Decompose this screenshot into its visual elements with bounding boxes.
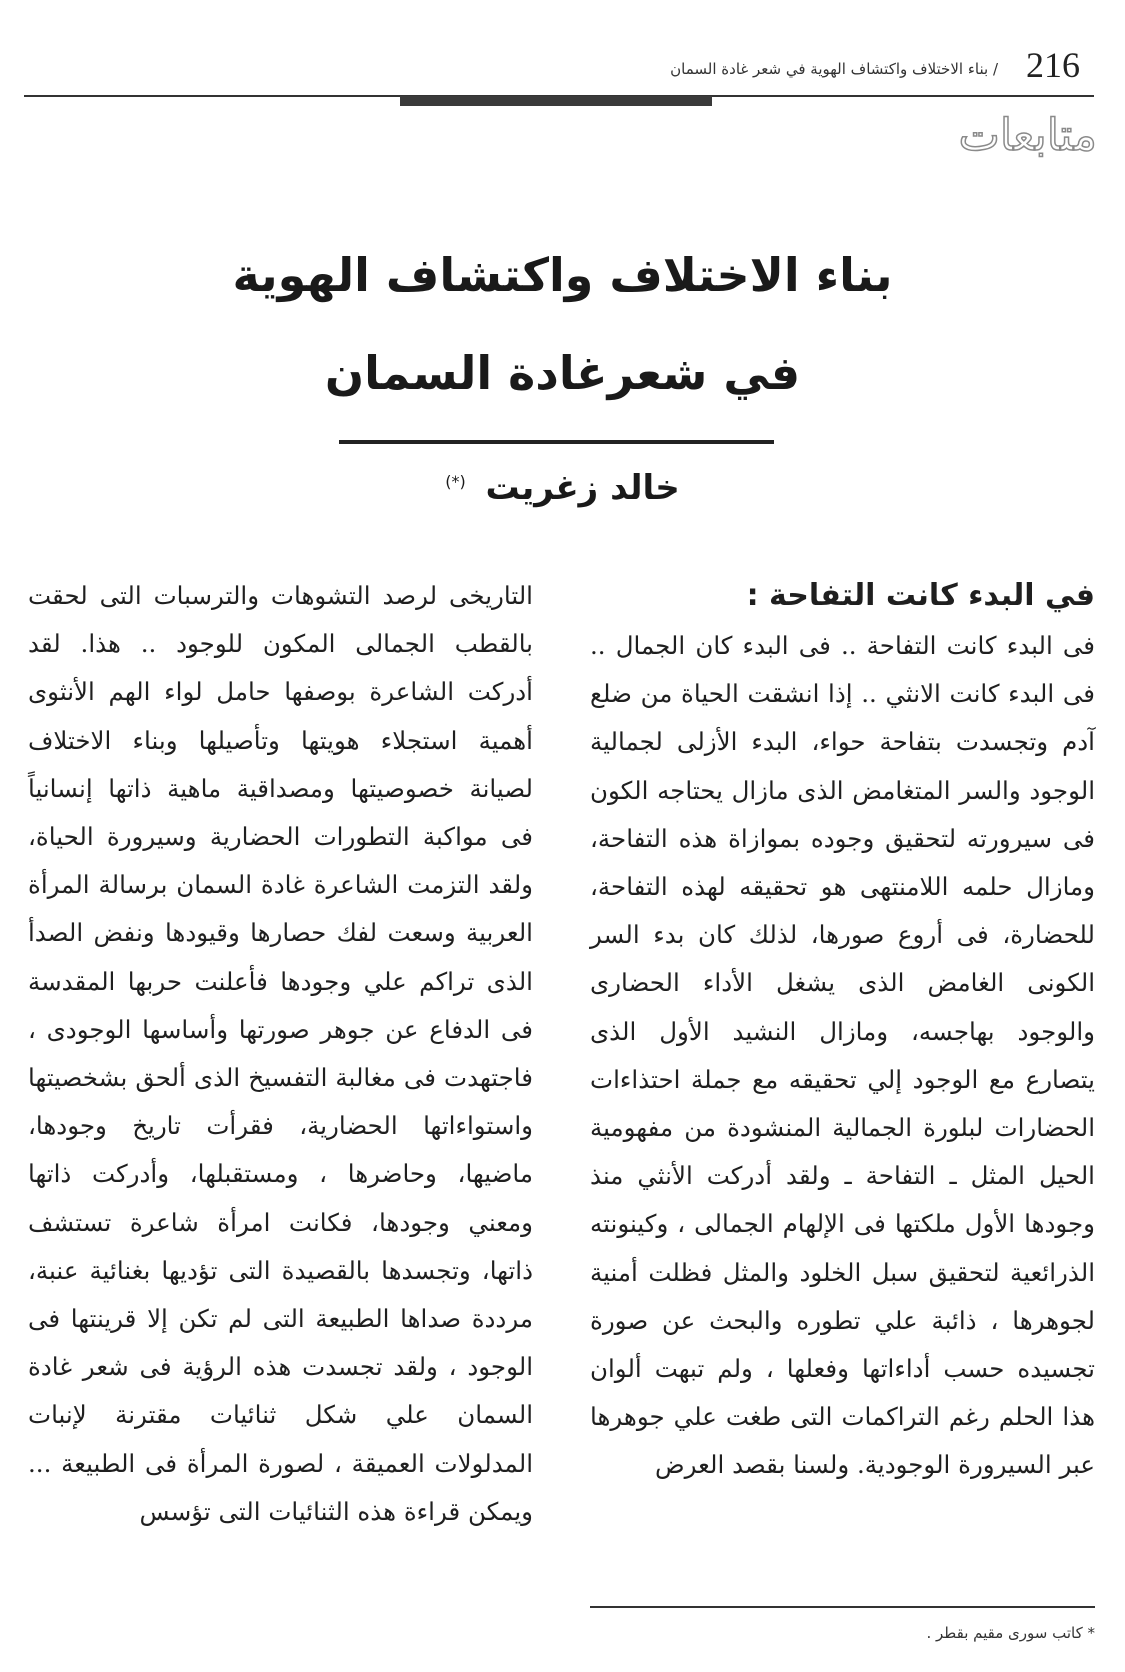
section-subheading: في البدء كانت التفاحة : bbox=[746, 578, 1095, 613]
section-label: متابعات bbox=[958, 110, 1097, 161]
author-footnote: * كاتب سورى مقيم بقطر . bbox=[926, 1624, 1095, 1642]
author-byline bbox=[0, 468, 1125, 508]
author-footnote-mark: (*) bbox=[445, 471, 466, 491]
page-number: 216 bbox=[1026, 45, 1080, 85]
right-column-paragraph: فى البدء كانت التفاحة .. فى البدء كان الجمال .. فى البدء كانت الانثي .. إذا انشقت الحياة من ضلع آدم وتجسدت بتفاحة حواء، البدء الأزلى لجمالية الوجود والسر المتغامض الذى مازال يحتاجه الكون فى سيرورته لتحقيق وجوده بموازاة هذه التفاحة، ومازال حلمه اللامنتهى هو تحقيقه لهذه التفاحة، للحضارة، فى أروع صورها، لذلك كان بدء السر الكونى الغامض الذى يشغل الأداء الحضارى والوجود بهاجسه، ومازال النشيد الأول الذى يتصارع مع الوجود إلي تحقيقه مع جملة احتذاءات الحضارات لبلورة الجمالية المنشودة من مفهومية الحيل المثل ـ التفاحة ـ ولقد أدركت الأنثي منذ وجودها الأول ملكتها فى الإلهام الجمالى ، وكينونته الذرائعية لتحقيق سبل الخلود والمثل فظلت أمنية لجوهرها ، ذائبة علي تطوره والبحث عن صورة تجسيده حسب أداءاتها وفعلها ، ولم تبهت ألوان هذا الحلم رغم التراكمات التى طغت علي جوهرها عبر السيرورة الوجودية. ولسنا بقصد العرض bbox=[590, 631, 1095, 1480]
article-title-line-2: في شعرغادة السمان bbox=[324, 346, 801, 400]
article-title-line-1: بناء الاختلاف واكتشاف الهوية bbox=[232, 248, 893, 302]
header-accent-bar bbox=[400, 96, 712, 106]
title-divider bbox=[339, 440, 774, 444]
author-name: خالد زغريت bbox=[485, 468, 680, 508]
footnote-rule bbox=[590, 1606, 1095, 1608]
page-header bbox=[24, 42, 1094, 92]
running-title bbox=[670, 60, 998, 78]
running-title-text: بناء الاختلاف واكتشاف الهوية في شعر غادة السمان bbox=[670, 60, 989, 78]
left-column-paragraph: التاريخى لرصد التشوهات والترسبات التى لحقت بالقطب الجمالى المكون للوجود .. هذا. لقد أدركت الشاعرة بوصفها حامل لواء الهم الأنثوى أهمية استجلاء هويتها وتأصيلها وبناء الاختلاف لصيانة خصوصيتها ومصداقية ماهية ذاتها إنسانياً فى مواكبة التطورات الحضارية وسيرورة الحياة، ولقد التزمت الشاعرة غادة السمان برسالة المرأة العربية وسعت لفك حصارها وقيودها ونفض الصدأ الذى تراكم علي وجودها فأعلنت حربها المقدسة فى الدفاع عن جوهر صورتها وأساسها الوجودى ، فاجتهدت فى مغالبة التفسيخ الذى ألحق بشخصيتها واستواءاتها الحضارية، فقرأت تاريخ وجودها، ماضيها، وحاضرها ، ومستقبلها، وأدركت ذاتها ومعني وجودها، فكانت امرأة شاعرة تستشف ذاتها، وتجسدها بالقصيدة التى تؤديها بغنائية عنبة، مرددة صداها الطبيعة التى لم تكن إلا قرينتها فى الوجود ، ولقد تجسدت هذه الرؤية فى شعر غادة السمان علي شكل ثنائيات مقترنة لإنبات المدلولات العميقة ، لصورة المرأة فى الطبيعة ... ويمكن قراءة هذه الثنائيات التى تؤسس bbox=[28, 581, 533, 1526]
header-separator: / bbox=[992, 60, 998, 78]
text-column-left bbox=[28, 572, 533, 1536]
text-column-right bbox=[590, 572, 1095, 1490]
